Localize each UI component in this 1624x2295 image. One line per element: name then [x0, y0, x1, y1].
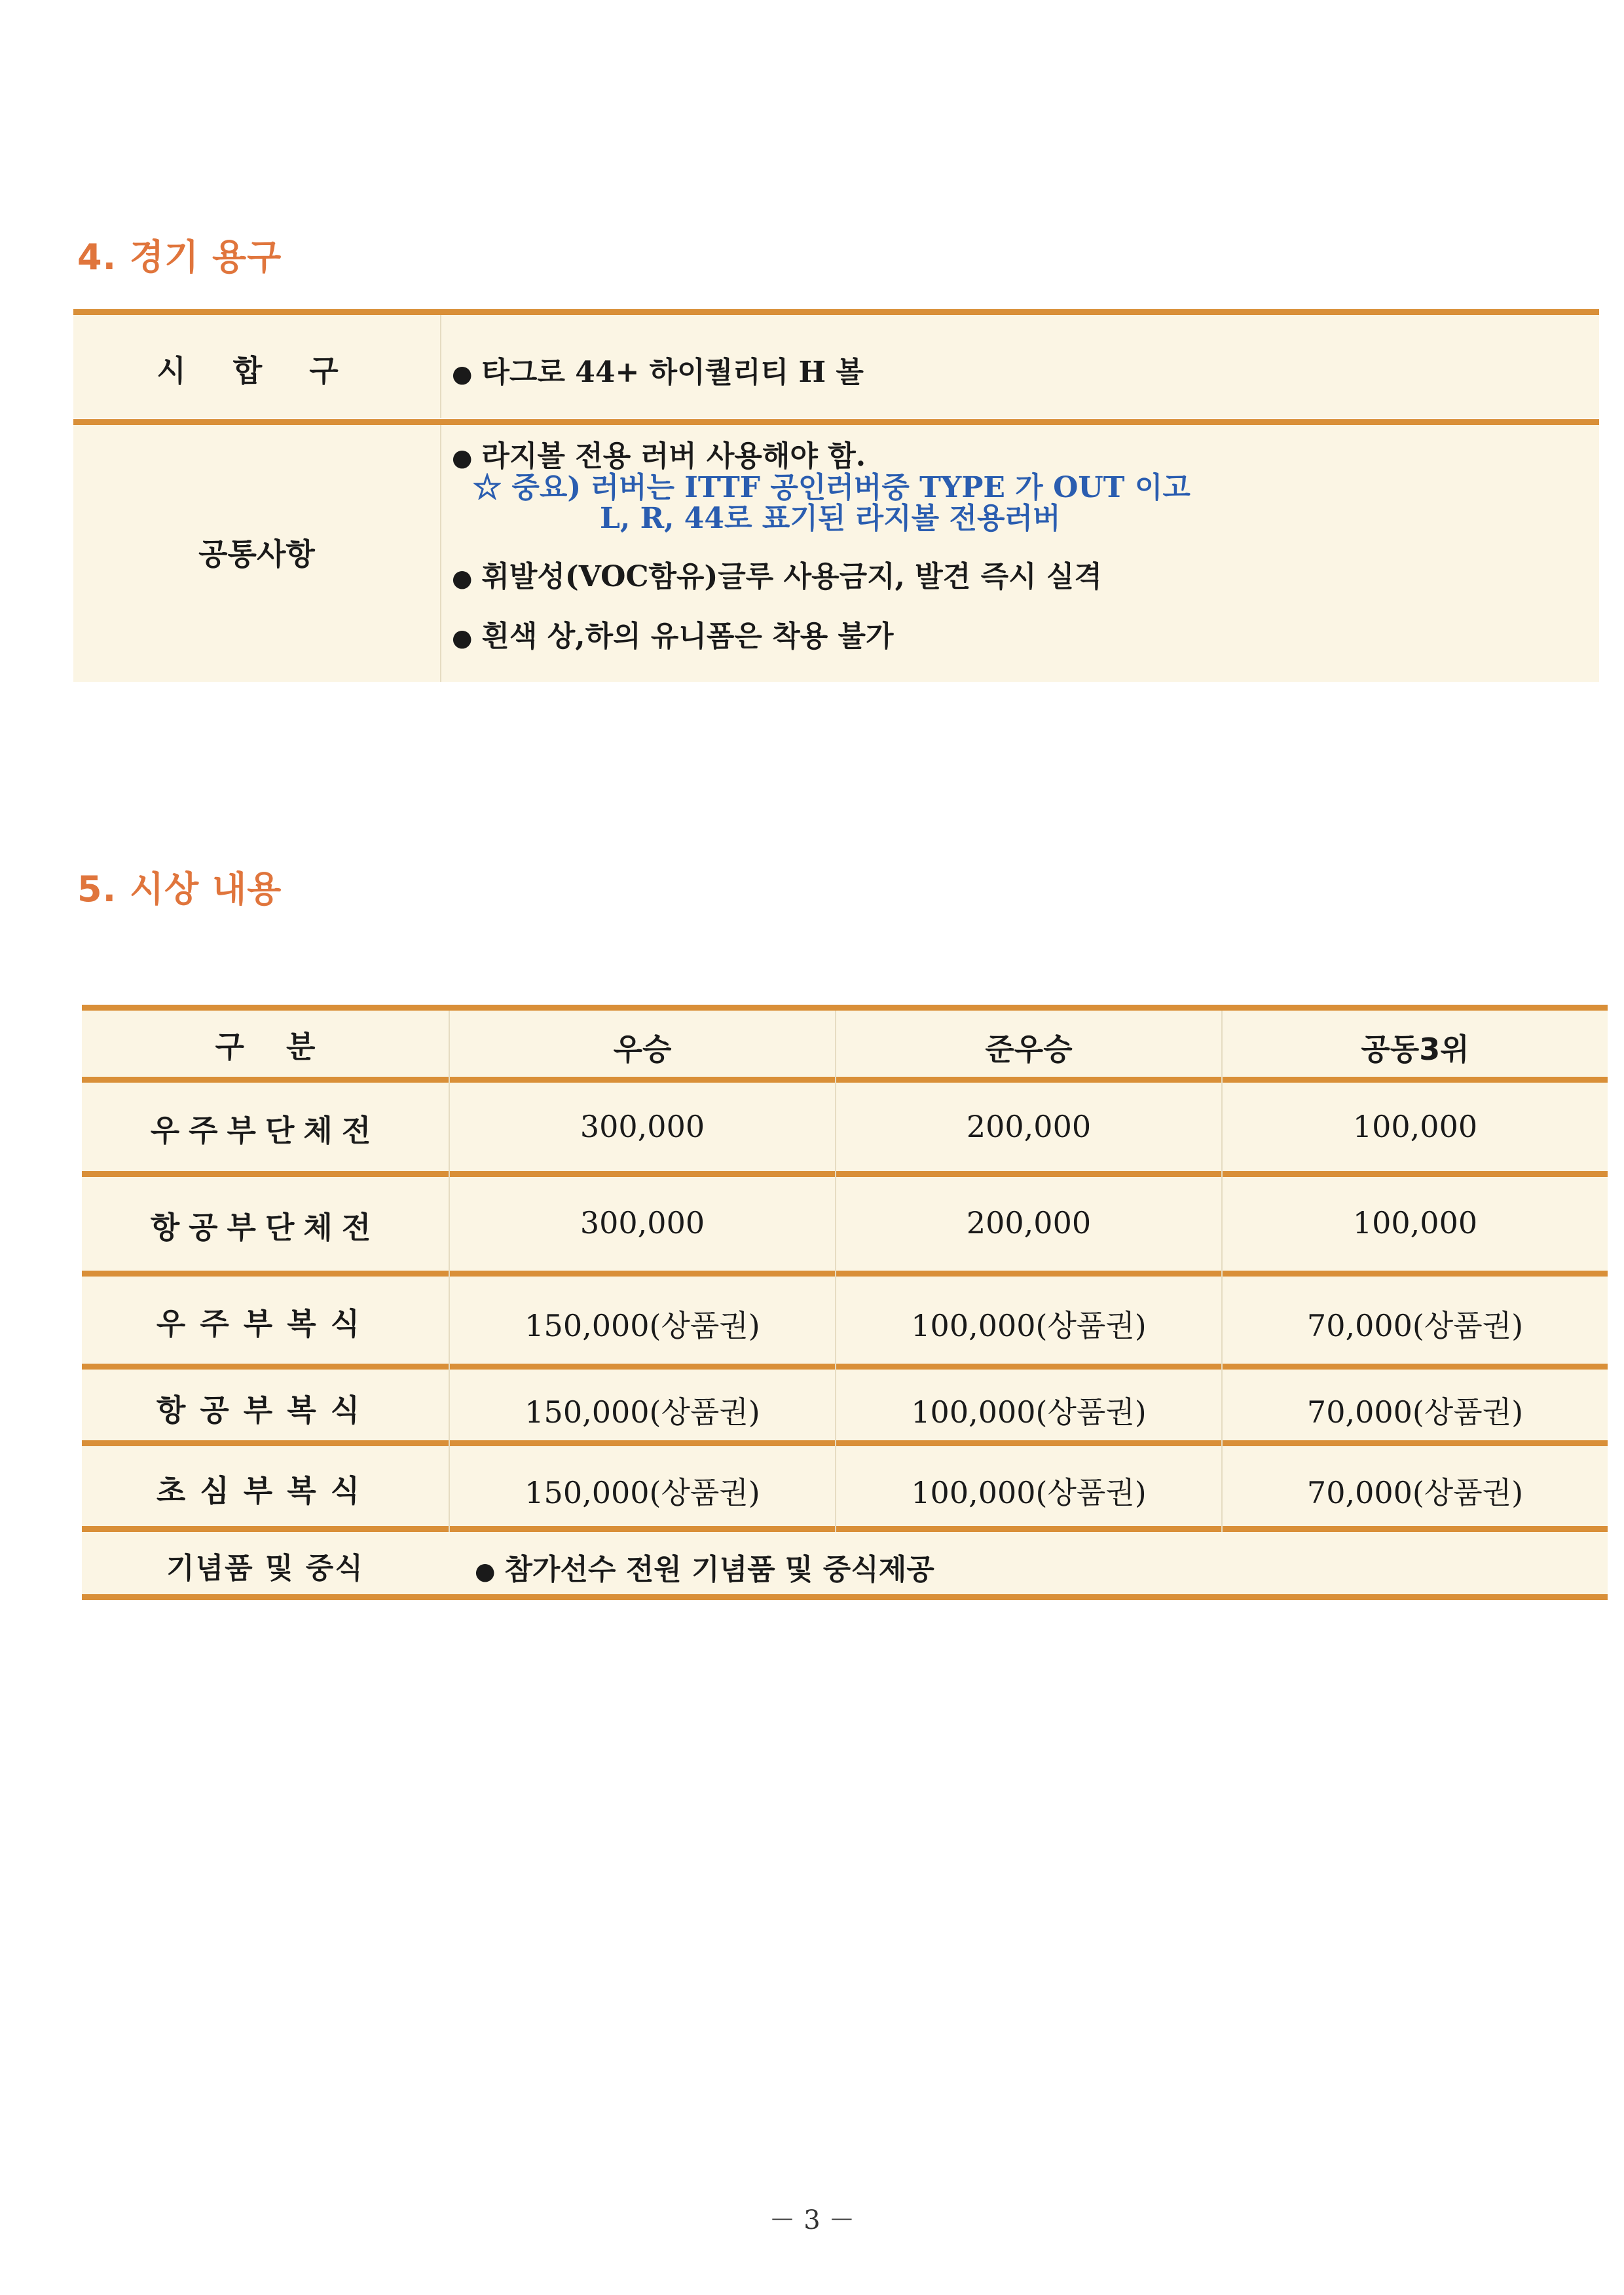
row-label-common: 공통사항	[198, 536, 315, 572]
bullet-icon: ●	[475, 1558, 496, 1585]
prize-value: 200,000	[966, 1109, 1092, 1144]
ball-bullet	[452, 348, 864, 390]
column-divider	[440, 315, 441, 418]
uniform-text: 흰색 상,하의 유니폼은 착용 불가	[481, 620, 894, 653]
column-divider	[440, 425, 441, 682]
header-second: 준우승	[985, 1032, 1073, 1067]
header-category: 구 분	[215, 1029, 316, 1064]
table-row-rule	[82, 1440, 1608, 1446]
column-divider	[835, 1011, 836, 1532]
column-divider	[1221, 1011, 1223, 1532]
glue-bullet	[452, 553, 1102, 595]
row-label: 우주부복식	[156, 1306, 375, 1341]
column-divider	[449, 1011, 450, 1532]
prize-value: 100,000(상품권)	[911, 1308, 1147, 1343]
row-label-souvenir: 기념품 및 중식	[166, 1552, 364, 1585]
table-row-rule	[82, 1526, 1608, 1532]
table-top-rule	[82, 1005, 1608, 1011]
glue-text: 휘발성(VOC함유)글루 사용금지, 발견 즉시 실격	[481, 560, 1102, 593]
section-4-title: 4. 경기 용구	[77, 236, 282, 278]
prize-value: 100,000(상품권)	[911, 1394, 1147, 1430]
prize-value: 70,000(상품권)	[1306, 1475, 1524, 1510]
ball-text: 타그로 44+ 하이퀄리티 H 볼	[481, 356, 864, 389]
table-row-rule	[82, 1171, 1608, 1177]
prize-value: 70,000(상품권)	[1306, 1394, 1524, 1430]
row-label: 우주부단체전	[150, 1113, 380, 1148]
row-label: 초심부복식	[156, 1473, 375, 1508]
section-5-title: 5. 시상 내용	[77, 868, 282, 910]
bullet-icon: ●	[452, 624, 473, 652]
table-row-rule	[82, 1077, 1608, 1083]
page-number: － 3 －	[769, 2205, 855, 2235]
prize-value: 300,000	[580, 1205, 705, 1241]
souvenir-bullet	[475, 1546, 934, 1588]
header-third: 공동3위	[1361, 1032, 1469, 1067]
rubber-note-line1: ☆ 중요) 러버는 ITTF 공인러버중 TYPE 가 OUT 이고	[473, 471, 1190, 504]
header-first: 우승	[613, 1032, 672, 1067]
prize-value: 150,000(상품권)	[525, 1394, 760, 1430]
uniform-bullet	[452, 612, 894, 654]
prize-value: 100,000	[1352, 1205, 1478, 1241]
bullet-icon: ●	[452, 360, 473, 388]
prize-value: 100,000(상품권)	[911, 1475, 1147, 1510]
table-top-rule	[73, 309, 1599, 315]
table-row-rule	[82, 1271, 1608, 1277]
rubber-note-line2: L, R, 44로 표기된 라지볼 전용러버	[600, 502, 1061, 535]
table-bottom-rule	[82, 1594, 1608, 1600]
row-label: 항공부단체전	[150, 1210, 380, 1245]
row-label: 항공부복식	[156, 1392, 375, 1428]
prize-value: 300,000	[580, 1109, 705, 1144]
prize-value: 150,000(상품권)	[525, 1475, 760, 1510]
bullet-icon: ●	[452, 565, 473, 592]
prize-value: 200,000	[966, 1205, 1092, 1241]
prize-value: 150,000(상품권)	[525, 1308, 760, 1343]
table-row-rule	[82, 1364, 1608, 1370]
souvenir-text: 참가선수 전원 기념품 및 중식제공	[504, 1553, 934, 1586]
table-row-rule	[73, 419, 1599, 425]
row-label-ball: 시 합 구	[157, 353, 357, 388]
prize-value: 100,000	[1352, 1109, 1478, 1144]
rubber-text: 라지볼 전용 러버 사용해야 함.	[481, 439, 866, 473]
prize-value: 70,000(상품권)	[1306, 1308, 1524, 1343]
bullet-icon: ●	[452, 444, 473, 472]
